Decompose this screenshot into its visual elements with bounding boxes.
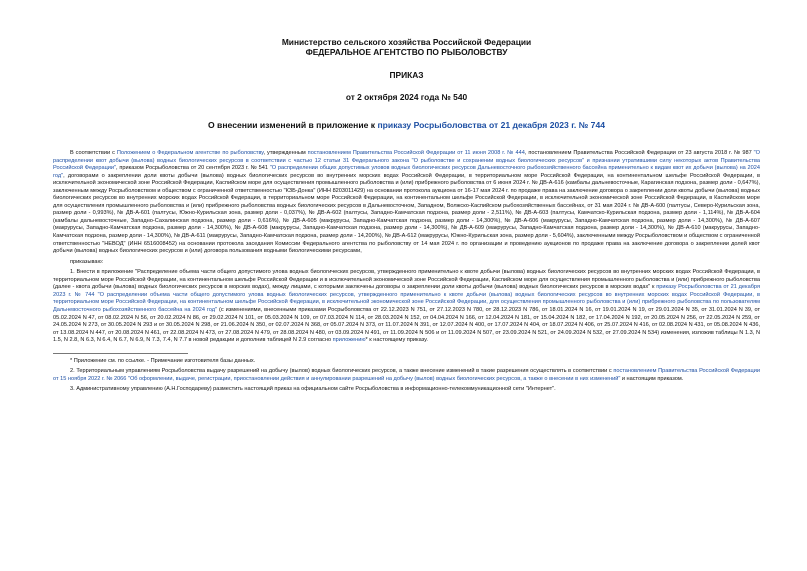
preamble-text-2: , утвержденным	[263, 150, 308, 157]
doc-date: от 2 октября 2024 года № 540	[345, 91, 468, 102]
item-1-text-2: (с изменениями, внесенными приказами Росрыболовства от 22.12.2023 N 751, от 27.12.2023 N 780, от 28.12.2023 N 786, от 18.01.2024 N 16, от 19.01.2024 N 19, от 29.01.2024 N 35, от 31.01.2024 N 39, от 05.02.2024 N 47, от 08.02.2024 N 56, от 20.02.2024 N 86, от 29.02.2024 N 101, от 05.03.2024 N 109, от 07.03.2024 N 114, от 28.03.2024 N 152, от 04.04.2024 N 166, от 12.04.2024 N 181, от 15.04.2024 N 182, от 17.04.2024 N 192, от 20.05.2024 N 256, от 22.05.2024 N 259, от 24.05.2024 N 273, от 30.05.2024 N 293 и от 30.05.2024 N 298, от 21.06.2024 N 350, от 02.07.2024 N 368, от 05.07.2024 N 373, от 11.07.2024 N 391, от 12.07.2024 N 400, от 17.07.2024 N 404, от 18.07.2024 N 406, от 25.07.2024 N 416, от 02.08.2024 N 431, от 05.08.2024 N 436, от 13.08.2024 N 447, от 20.08.2024 N 461, от 22.08.2024 N 473, от 27.08.2024 N 479, от 28.08.2024 N 480, от 03.09.2024 N 491, от 11.09.2024 N 506 и от 11.09.2024 N 507, от 23.09.2024 N 521, от 24.09.2024 N 532, от 27.09.2024 N 534) изменения, изложив таблицы N 1.3, N 1.5, N 2.8, N 6.3, N 6.4, N 6.7, N 6.9, N 7.3, 7.4, N 7.7 в новой редакции и дополнив таблицей N 2.9 согласно	[53, 306, 761, 344]
preamble-text-5: , договорами о закреплении доли квоты добычи (вылова) водных биологических ресурсов во внутренних морских водах Российской Федерации, в территориальном море Российской Федерации, на континентальном шельфе Российской Федерации, в исключительной экономической зоне Российской Федерации, Каспийском море для осуществления промышленного рыболовства и (или) прибрежного рыболовства от 6 июня 2024 г. № ДВ-А-616 (камбалы дальневосточные, Карагинская подзона, размер доли - 0,647%), заключенным между Росрыболовством и обществом с ограниченной ответственностью "КЗБ-Донка" (ИНН 8203011429) на основании протокола аукциона от 16-17 мая 2024 г. по продаже права на заключение договора о закреплении доли квоты добычи (вылова) водных биологических ресурсов во внутренних морских водах Российской Федерации, в территориальном море Российской Федерации, на континентальном шельфе Российской Федерации, в исключительной экономической зоне Российской Федерации, в Каспийском море для осуществления промышленного рыболовства и (или) прибрежного рыболовства водных биологических ресурсов в Дальневосточном, Западном, Волжско-Каспийском рыбохозяйственных бассейнах, от 31 мая 2024 г. № ДВ-А-600 (палтусы, Северо-Курильская зона, размер доли - 0,993%), № ДВ-А-601 (палтусы, Южно-Курильская зона, размер доли - 0,037%), № ДВ-А-602 (палтусы, Западно-Камчатская подзона, размер доли - 2,511%), № ДВ-А-603 (палтусы, Камчатско-Курильская подзона, размер доли - 1,114%), № ДВ-А-604 (камбалы дальневосточные, Западно-Сахалинская подзона, размер доли - 0,616%), № ДВ-А-605 (макрурусы, Западно-Камчатская подзона, размер доли - 14,300%), № ДВ-А-606 (макрурусы, Западно-Камчатская подзона, размер доли - 14,300%), № ДВ-А-607 (макрурусы, Западно-Камчатская подзона, размер доли - 14,300%), № ДВ-А-608 (макрурусы, Западно-Камчатская подзона, размер доли - 14,300%), № ДВ-А-609 (макрурусы, Западно-Камчатская подзона, размер доли - 14,300%), № ДВ-А-610 (макрурусы, Западно-Камчатская подзона, размер доли - 14,300%), № ДВ-А-611 (макрурусы, Западно-Камчатская подзона, размер доли - 14,200%), № ДВ-А-612 (макрурусы, Южно-Курильская зона, размер доли - 5,604%), заключенными между Росрыболовством и обществом с ограниченной ответственностью "НЕВОД" (ИНН 6516008452) на основании протокола заседания Комиссии Федерального агентства по рыболовству от 14 мая 2024 г. по организации и проведению аукционов по продаже права на заключение договора о закреплении долей квот добычи (вылова) водных биологических ресурсов и (или) договора пользования водными биологическими ресурсами,	[53, 172, 760, 255]
government-decree-2066-link[interactable]: постановлением Правительства Российской Федерации от 15 ноября 2022 г. № 2066 "Об оформлении, выдаче, регистрации, приостановлении действия и аннулировании разрешений на добычу (вылов) водных биологических ресурсов, а также о внесении в них изменений"	[53, 368, 760, 382]
preamble-paragraph	[53, 150, 760, 256]
preamble-text-4: , приказом Росрыболовства от 20 сентября 2023 г. № 541	[116, 165, 270, 172]
title-prefix: О внесении изменений в приложение к	[207, 119, 378, 130]
document-body	[53, 130, 760, 394]
item-2-text-2: и настоящим приказом.	[620, 375, 684, 382]
order-541-link[interactable]: "О распределении общих допустимых уловов водных биологических ресурсов Дальневосточного рыбохозяйственного бассейна применительно к видам квот их добычи (вылова) на 2024 год"	[53, 165, 760, 179]
item-1-text-3: * к настоящему приказу.	[365, 337, 428, 344]
preamble-text-3: , постановлением Правительства Российской Федерации от 23 августа 2018 г. № 987	[524, 150, 754, 157]
government-decree-444-link[interactable]: постановлением Правительства Российской Федерации от 11 июня 2008 г. № 444	[307, 150, 525, 157]
agency-name: ФЕДЕРАЛЬНОЕ АГЕНТСТВО ПО РЫБОЛОВСТВУ	[305, 47, 508, 58]
order-verb: приказываю:	[70, 258, 104, 265]
order-744-link[interactable]: приказу Росрыболовства от 21 декабря 2023 г. № 744 "О распределении объема части общего допустимого улова водных биологических ресурсов, утвержденного применительно к квоте добычи (вылова) водных биологических ресурсов во внутренних морских водах Российской Федерации, в территориальном море Российской Федерации, на континентальном шельфе Российской Федерации, в исключительной экономической зоне Российской Федерации, для осуществления промышленного рыболовства и (или) прибрежного рыболовства по пользователям Дальневосточного рыбохозяйственного бассейна на 2024 год"	[53, 284, 761, 313]
item-1-paragraph	[53, 269, 760, 344]
footnote-section	[53, 358, 760, 394]
footnote-divider	[53, 353, 188, 354]
doc-title	[53, 102, 760, 130]
footnote-text: * Приложение см. по ссылке. - Примечание изготовителя базы данных.	[70, 357, 256, 364]
government-decree-987-link[interactable]: "О распределении квот добычи (вылова) водных биологических ресурсов в соответствии с частью 12 статьи 31 Федерального закона "О рыболовстве и сохранении водных биологических ресурсов" и признании утратившими силу некоторых актов Правительства Российской Федерации"	[53, 150, 760, 172]
regulation-link[interactable]: Положением о Федеральном агентстве по рыболовству	[116, 150, 264, 157]
item-2-paragraph	[53, 368, 760, 383]
preamble-text-1: В соответствии с	[70, 150, 117, 157]
item-1-text-1: 1. Внести в приложение "Распределение объема части общего допустимого улова водных биологических ресурсов, утвержденного применительно к квоте добычи (вылова) водных биологических ресурсов во внутренних морских водах Российской Федерации, в территориальном море Российской Федерации, на континентальном шельфе Российской Федерации и в исключительной экономической зоне Российской Федерации, Каспийском море для осуществления промышленного рыболовства и (или) прибрежного рыболовства (далее - квота добычи (вылова) водных биологических ресурсов в морских водах), между лицами, с которыми заключены договоры о закреплении доли квоты добычи (вылова) водных биологических ресурсов в морских водах" к	[53, 269, 760, 291]
item-2-text-1: 2. Территориальным управлениям Росрыболовства выдачу разрешений на добычу (вылов) водных биологических ресурсов, а также внесение изменений в такие разрешения осуществлять в соответствии с	[70, 368, 614, 375]
ministry-name: Министерство сельского хозяйства Российской Федерации	[281, 37, 532, 47]
appendix-link[interactable]: приложению	[332, 337, 366, 344]
doc-type: ПРИКАЗ	[389, 70, 424, 81]
title-order-link[interactable]: приказу Росрыболовства от 21 декабря 2023 г. № 744	[377, 119, 606, 130]
item-3-paragraph: 3. Административному управлению (А.Н.Господареву) разместить настоящий приказ на официальном сайте Росрыболовства в информационно-телекоммуникационной сети "Интернет".	[70, 386, 556, 393]
